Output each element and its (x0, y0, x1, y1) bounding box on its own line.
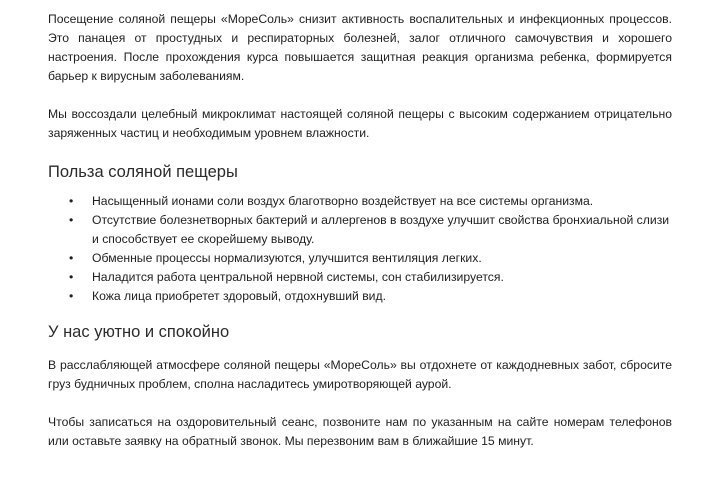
benefits-heading: Польза соляной пещеры (48, 163, 238, 181)
cozy-paragraph-1: В расслабляющей атмосфере соляной пещеры «МореСоль» вы отдохнете от каждодневных забот, сбросите груз будничных проблем, сполна насладитесь умиротворяющей аурой. (48, 358, 672, 391)
bullet-icon: • (69, 194, 74, 208)
intro-paragraph-2: Мы воссоздали целебный микроклимат настоящей соляной пещеры с высоким содержанием отрицательно заряженных частиц и необходимым уровнем влажности. (48, 107, 672, 140)
document-body (48, 10, 672, 451)
list-item-text: Насыщенный ионами соли воздух благотворно воздействует на все системы организма. (92, 194, 594, 208)
list-item-text: Наладится работа центральной нервной системы, сон стабилизируется. (92, 270, 504, 284)
list-item (48, 211, 672, 249)
bullet-icon: • (69, 251, 74, 265)
cozy-heading: У нас уютно и спокойно (48, 323, 230, 341)
list-item (48, 192, 672, 211)
list-item-text: Отсутствие болезнетворных бактерий и аллергенов в воздухе улучшит свойства бронхиальной слизи и способствует ее скорейшему выводу. (92, 213, 670, 246)
list-item (48, 268, 672, 287)
list-item-text: Кожа лица приобретет здоровый, отдохнувший вид. (92, 289, 386, 303)
cozy-paragraph-2: Чтобы записаться на оздоровительный сеанс, позвоните нам по указанным на сайте номерам телефонов или оставьте заявку на обратный звонок. Мы перезвоним вам в ближайшие 15 минут. (48, 415, 672, 448)
intro-paragraph-1: Посещение соляной пещеры «МореСоль» снизит активность воспалительных и инфекционных процессов. Это панацея от простудных и респираторных болезней, залог отличного самочувствия и хорошего настроения. После прохождения курса повышается защитная реакция организма ребенка, формируется барьер к вирусным заболеваниям. (48, 12, 672, 83)
list-item-text: Обменные процессы нормализуются, улучшится вентиляция легких. (92, 251, 482, 265)
list-item (48, 287, 672, 306)
bullet-icon: • (69, 289, 74, 303)
benefits-list (48, 192, 672, 306)
bullet-icon: • (69, 270, 74, 284)
bullet-icon: • (69, 213, 74, 227)
list-item (48, 249, 672, 268)
